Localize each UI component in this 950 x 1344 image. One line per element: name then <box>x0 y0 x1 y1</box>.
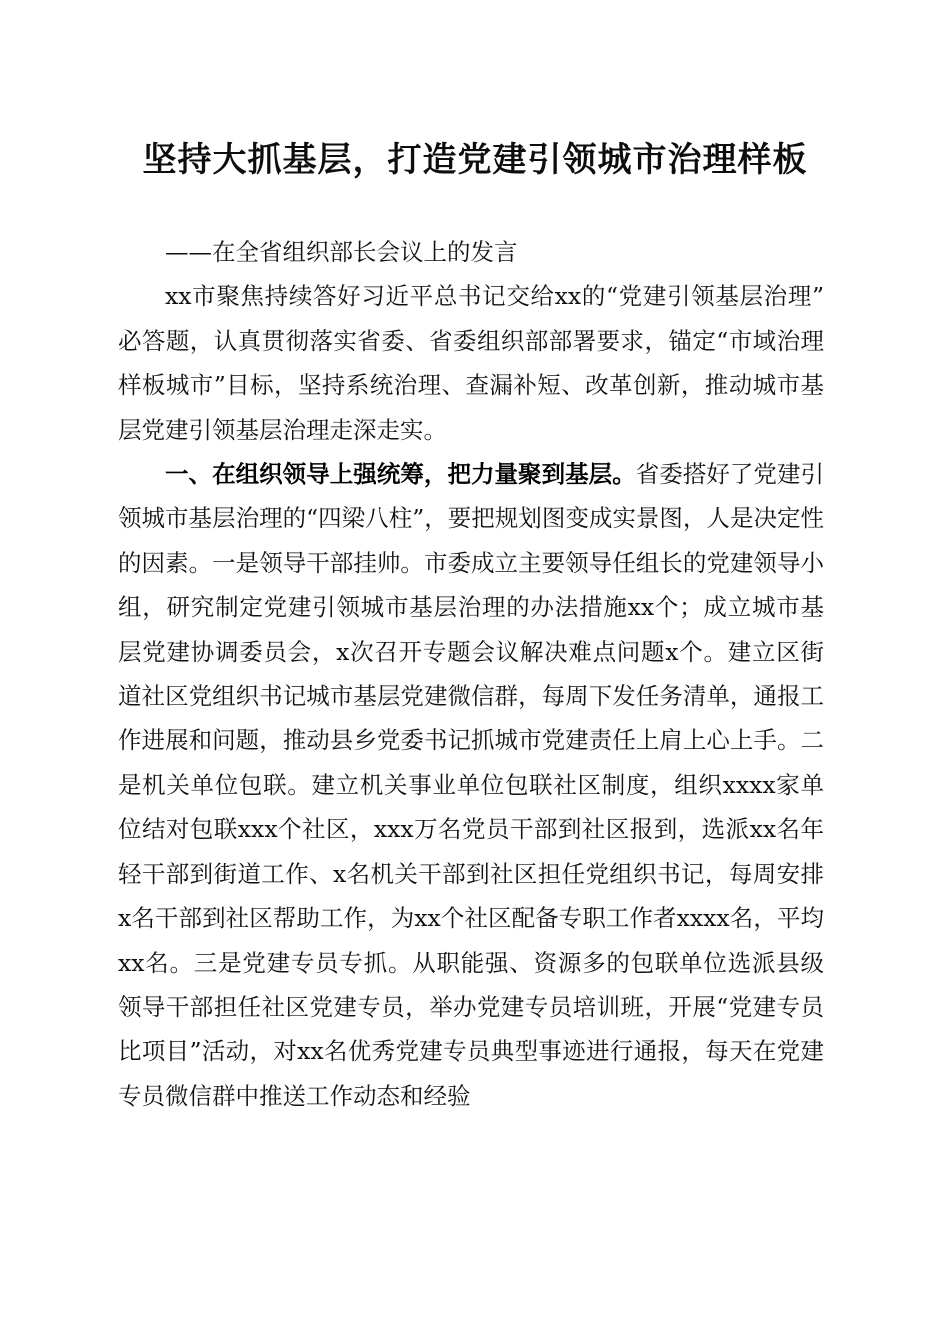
document-title: 坚持大抓基层，打造党建引领城市治理样板 <box>142 140 808 180</box>
section-1-paragraph <box>118 452 824 1118</box>
section-1-heading: 一、在组织领导上强统筹，把力量聚到基层。 <box>165 460 636 489</box>
intro-paragraph: xx市聚焦持续答好习近平总书记交给xx的“党建引领基层治理”必答题，认真贯彻落实省委、省委组织部部署要求，锚定“市域治理样板城市”目标，坚持系统治理、查漏补短、改革创新，推动城市基层党建引领基层治理走深走实。 <box>118 282 824 444</box>
document-body <box>118 230 824 1118</box>
section-1-body: 省委搭好了党建引领城市基层治理的“四梁八柱”，要把规划图变成实景图，人是决定性的因素。一是领导干部挂帅。市委成立主要领导任组长的党建领导小组，研究制定党建引领城市基层治理的办法措施xx个；成立城市基层党建协调委员会，x次召开专题会议解决难点问题x个。建立区街道社区党组织书记城市基层党建微信群，每周下发任务清单，通报工作进展和问题，推动县乡党委书记抓城市党建责任上肩上心上手。二是机关单位包联。建立机关事业单位包联社区制度，组织xxxx家单位结对包联xxx个社区，xxx万名党员干部到社区报到，选派xx名年轻干部到街道工作、x名机关干部到社区担任党组织书记，每周安排x名干部到社区帮助工作，为xx个社区配备专职工作者xxxx名，平均xx名。三是党建专员专抓。从职能强、资源多的包联单位选派县级领导干部担任社区党建专员，举办党建专员培训班，开展“党建专员比项目”活动，对xx名优秀党建专员典型事迹进行通报，每天在党建专员微信群中推送工作动态和经验 <box>118 460 825 1110</box>
subtitle: ——在全省组织部长会议上的发言 <box>165 238 518 266</box>
